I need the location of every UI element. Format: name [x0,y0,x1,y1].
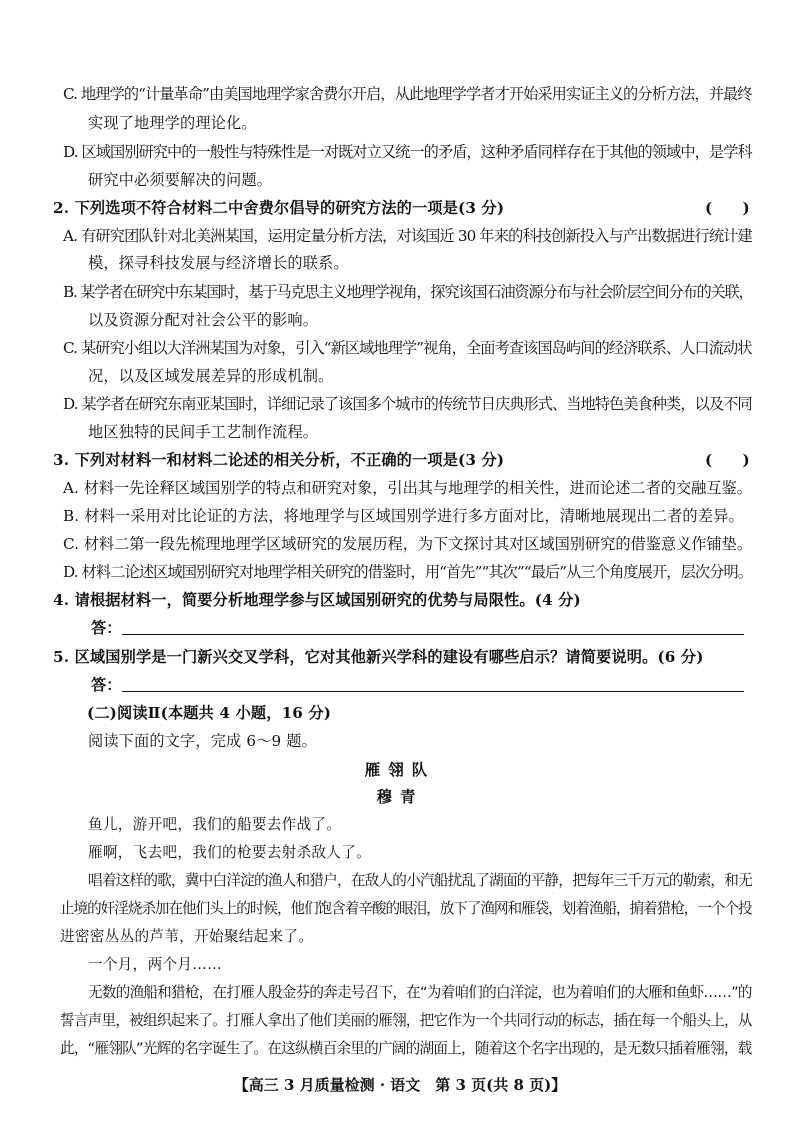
story-author: 穆青 [376,787,424,806]
page-footer: 【高三 3 月质量检测 · 语文 第 3 页(共 8 页)】 [233,1076,567,1094]
q2-option-b-line1: B. 某学者在研究中东某国时，基于马克思主义地理学视角，探究该国石油资源分布与社会阶层空间分布的关联， [63,283,753,301]
q4-stem: 4. 请根据材料一，简要分析地理学参与区域国别研究的优势与局限性。(4 分) [53,591,581,609]
q5-stem: 5. 区域国别学是一门新兴交叉学科，它对其他新兴学科的建设有哪些启示？请简要说明。(6 分) [53,648,704,666]
q3-option-c: C. 材料二第一段先梳理地理学区域研究的发展历程，为下文探讨其对区域国别研究的借鉴意义作铺垫。 [63,535,753,553]
q1-option-d-line1: D. 区域国别研究中的一般性与特殊性是一对既对立又统一的矛盾，这种矛盾同样存在于其他的领域中，是学科 [63,143,752,161]
q5-answer-line[interactable] [122,691,744,692]
story-paragraph-3-line3: 进密密丛丛的芦苇，开始聚结起来了。 [60,928,314,945]
q4-answer-line[interactable] [122,634,744,635]
q3-stem: 3. 下列对材料一和材料二论述的相关分析，不正确的一项是(3 分) [53,451,505,469]
q2-option-a-line2: 模，探寻科技发展与经济增长的联系。 [88,254,349,272]
q2-stem: 2. 下列选项不符合材料二中舍费尔倡导的研究方法的一项是(3 分) [53,199,505,217]
q2-answer-paren[interactable]: ( ) [705,199,750,217]
story-title: 雁翎队 [364,760,436,779]
story-paragraph-5-line1: 无数的渔船和猎枪，在打雁人殷金芬的奔走号召下，在“为着咱们的白洋淀，也为着咱们的大雁和鱼虾……”的 [88,984,752,1001]
q3-answer-paren[interactable]: ( ) [705,451,750,469]
q3-option-b: B. 材料一采用对比论证的方法，将地理学与区域国别学进行多方面对比，清晰地展现出二者的差异。 [63,507,744,525]
q1-option-c-line1: C. 地理学的“计量革命”由美国地理学家舍费尔开启，从此地理学学者才开始采用实证主义的分析方法，并最终 [63,85,752,103]
q2-option-c-line1: C. 某研究小组以大洋洲某国为对象，引入“新区域地理学”视角，全面考查该国岛屿间的经济联系、人口流动状 [63,339,752,357]
q2-option-b-line2: 以及资源分配对社会公平的影响。 [88,311,319,329]
q3-option-a: A. 材料一先诠释区域国别学的特点和研究对象，引出其与地理学的相关性，进而论述二者的交融互鉴。 [63,479,752,497]
q2-option-d-line1: D. 某学者在研究东南亚某国时，详细记录了该国多个城市的传统节日庆典形式、当地特色美食种类，以及不同 [63,395,752,413]
q1-option-d-line2: 研究中必须要解决的问题。 [88,171,273,189]
q2-option-c-line2: 况，以及区域发展差异的形成机制。 [88,367,334,385]
story-paragraph-3-line2: 止境的奸淫烧杀加在他们头上的时候，他们饱含着辛酸的眼泪，放下了渔网和雁袋，划着渔船，掮着猎枪，一个个投 [60,900,752,917]
story-paragraph-3-line1: 唱着这样的歌，冀中白洋淀的渔人和猎户，在敌人的小汽船扰乱了湖面的平静，把每年三千万元的勒索，和无 [88,872,752,889]
q3-option-d: D. 材料二论述区域国别研究对地理学相关研究的借鉴时，用“首先”“其次”“最后”从三个角度展开，层次分明。 [63,563,753,581]
story-paragraph-1: 鱼儿，游开吧，我们的船要去作战了。 [88,816,342,833]
section2-heading: (二)阅读Ⅱ(本题共 4 小题，16 分) [87,704,332,722]
q2-option-d-line2: 地区独特的民间手工艺制作流程。 [88,423,319,441]
q1-option-c-line2: 实现了地理学的理论化。 [88,114,257,132]
q5-answer-label: 答： [91,676,122,694]
story-paragraph-2: 雁啊，飞去吧，我们的枪要去射杀敌人了。 [88,844,371,861]
section2-instruction: 阅读下面的文字，完成 6～9 题。 [88,732,317,750]
story-paragraph-5-line2: 誓言声里，被组织起来了。打雁人拿出了他们美丽的雁翎，把它作为一个共同行动的标志，插在每一个船头上，从 [60,1012,752,1029]
story-paragraph-4: 一个月，两个月…… [88,956,223,973]
q4-answer-label: 答： [91,619,122,637]
q2-option-a-line1: A. 有研究团队针对北美洲某国，运用定量分析方法，对该国近 30 年来的科技创新投入与产出数据进行统计建 [63,227,752,245]
story-paragraph-5-line3: 此，“雁翎队”光辉的名字诞生了。在这纵横百余里的广阔的湖面上，随着这个名字出现的，是无数只插着雁翎，载 [60,1040,752,1057]
